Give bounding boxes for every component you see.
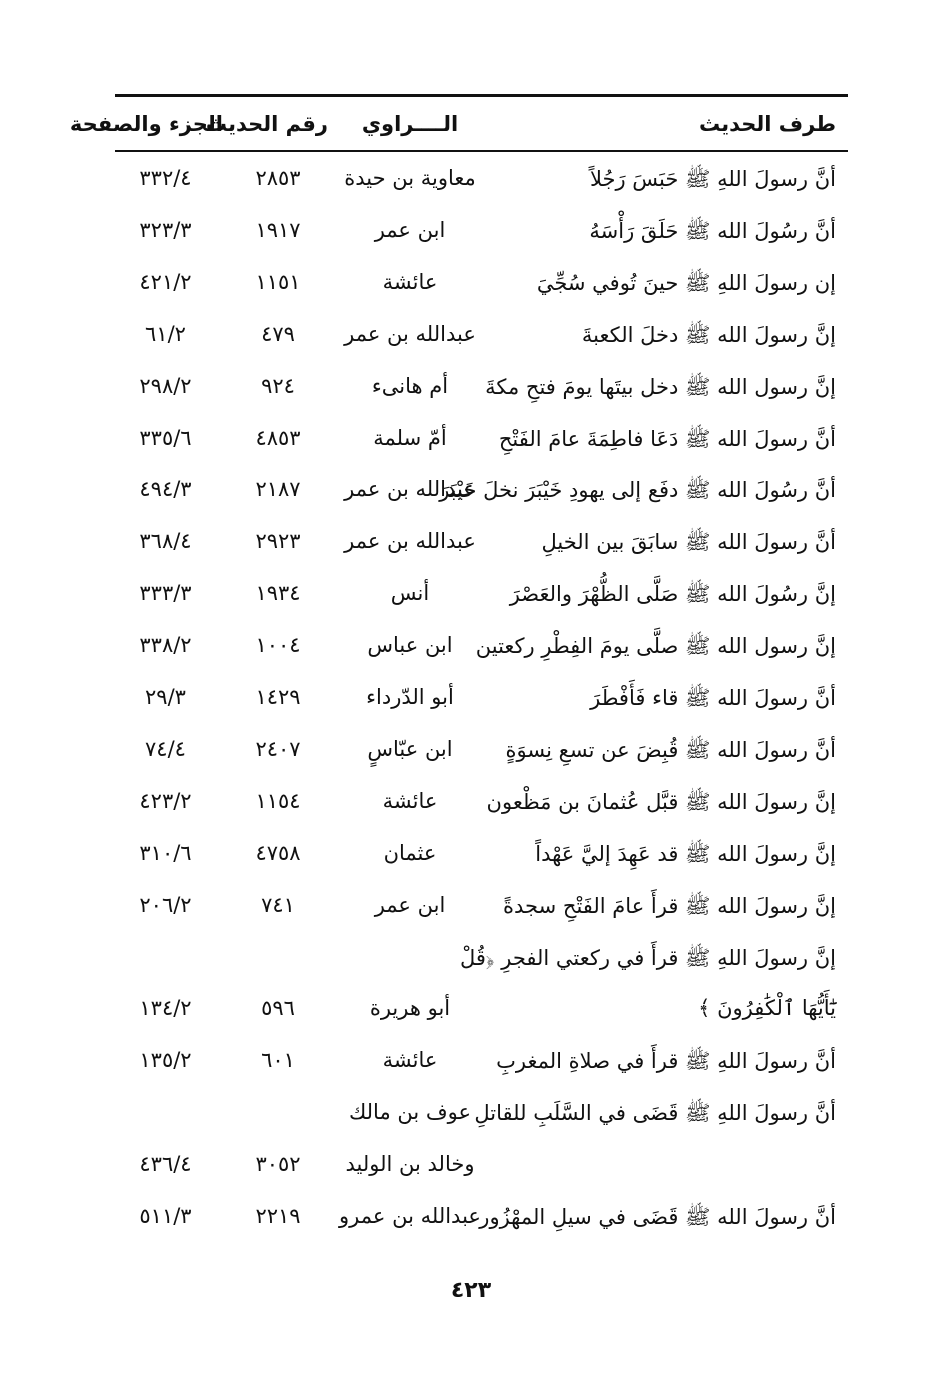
table-row	[0, 1096, 942, 1148]
number-cell: ٦٠١	[261, 1048, 295, 1073]
number-cell: ١٩١٧	[255, 217, 301, 242]
hadith-cell: إنَّ رسولَ الله ﷺ قرأَ عامَ الفَتْحِ سجدةً	[503, 893, 836, 918]
page-cell: ٢٩/٣	[145, 685, 186, 709]
table-row	[0, 162, 942, 214]
page-cell: ٣٣٢/٤	[139, 166, 192, 190]
rawi-cell: عبدالله بن عمرو	[339, 1204, 481, 1228]
rawi-cell: عائشة	[382, 1048, 438, 1073]
hadith-cell: إنَّ رسُولَ الله ﷺ صَلَّى الظُّهْرَ والعَصْرَ	[509, 582, 836, 607]
rawi-cell: عائشة	[382, 788, 438, 813]
table-row	[0, 629, 942, 681]
table-row	[0, 733, 942, 785]
page-cell: ٣٣٨/٢	[139, 633, 192, 658]
number-cell: ١١٥٤	[255, 788, 301, 813]
hadith-cell: إنَّ رسول الله ﷺ صلَّى يومَ الفِطْرِ ركعتين	[475, 634, 836, 659]
table-row	[0, 837, 942, 889]
number-cell: ٣٠٥٢	[255, 1152, 301, 1177]
number-cell: ٢٩٢٣	[255, 529, 301, 554]
number-cell: ١٠٠٤	[255, 633, 301, 658]
table-row	[0, 525, 942, 577]
header-number: رقم الحديث	[205, 112, 328, 136]
hadith-cell: أنَّ رسُولَ الله ﷺ دفَع إلى يهودِ خَيْبَرَ نخلَ خَيْبَرَ	[439, 478, 836, 503]
header-rule	[115, 150, 848, 152]
number-cell: ٢١٨٧	[255, 477, 301, 502]
number-cell: ٩٢٤	[261, 373, 295, 398]
table-row	[0, 422, 942, 474]
number-cell: ٢٨٥٣	[255, 166, 301, 190]
number-cell: ١٩٣٤	[255, 581, 301, 606]
table-row	[0, 214, 942, 266]
rawi-cell: عائشة	[382, 269, 438, 294]
number-cell: ١١٥١	[255, 269, 301, 294]
hadith-cell: أنَّ رسولَ الله ﷺ قاء فَأَفْطَرَ	[590, 686, 836, 710]
hadith-cell: أنَّ رسولَ اللهِ ﷺ قَضَى في السَّلَبِ للقاتلِ	[474, 1101, 836, 1126]
page-cell: ١٣٤/٢	[139, 996, 192, 1021]
rawi-cell: عبدالله بن عمر	[344, 477, 476, 502]
page-cell: ٦١/٢	[145, 321, 186, 346]
rawi-cell: عوف بن مالك	[348, 1100, 472, 1125]
rawi-cell: عثمان	[383, 840, 437, 865]
hadith-cell: أنَّ رسولَ اللهِ ﷺ حَبَسَ رَجُلاً	[589, 167, 836, 191]
table-row	[0, 1148, 942, 1200]
hadith-cell: أنَّ رسولَ الله ﷺ قَضَى في سيلِ المهْزُور	[479, 1205, 836, 1229]
hadith-cell: أنَّ رسولَ الله ﷺ سابَقَ بين الخيلِ	[541, 530, 836, 555]
rawi-cell: أم هانىء	[371, 373, 449, 398]
hadith-cell: أنَّ رسُولَ الله ﷺ حَلَقَ رَأْسَهُ	[589, 218, 836, 243]
page-cell: ٣٦٨/٤	[139, 529, 192, 554]
table-header	[0, 100, 942, 148]
page-number: ٤٢٣	[450, 1278, 492, 1303]
hadith-cell: إنَّ رسولَ الله ﷺ قبَّل عُثمانَ بن مَظْعون	[486, 789, 836, 814]
page-cell: ٥١١/٣	[139, 1204, 192, 1228]
hadith-cell: أنَّ رسولَ الله ﷺ قُبِضَ عن تسعِ نِسوَةٍ	[505, 737, 836, 762]
table-row	[0, 889, 942, 941]
hadith-cell: إنَّ رسول الله ﷺ دخل بيتَها يومَ فتحِ مكةَ	[485, 374, 836, 399]
table-row	[0, 785, 942, 837]
number-cell: ٤٨٥٣	[255, 425, 301, 450]
table-row	[0, 266, 942, 318]
table-row	[0, 1044, 942, 1096]
hadith-cell: إنَّ رسولَ الله ﷺ قد عَهِدَ إليَّ عَهْداً	[535, 841, 836, 866]
table-row	[0, 370, 942, 422]
page-cell: ٤٢٣/٢	[139, 788, 192, 813]
rawi-cell: أمّ سلمة	[373, 425, 447, 450]
number-cell: ٥٩٦	[261, 996, 295, 1021]
header-rawi: الــــراوي	[361, 112, 459, 136]
rawi-cell: ابن عباس	[367, 633, 453, 658]
page-cell: ٤٣٦/٤	[139, 1152, 192, 1177]
table-row	[0, 1200, 942, 1252]
hadith-cell: أنَّ رسولَ الله ﷺ دَعَا فاطِمَةَ عامَ الفَتْحِ	[498, 426, 836, 451]
rawi-cell: عبدالله بن عمر	[344, 529, 476, 554]
table-row	[0, 681, 942, 733]
hadith-cell: يَٰٓأَيُّهَا ٱلْكَٰفِرُونَ ﴾	[698, 996, 836, 1021]
number-cell: ١٤٢٩	[255, 685, 301, 709]
rawi-cell: أنس	[390, 581, 430, 606]
rawi-cell: ابن عبّاسٍ	[367, 736, 453, 761]
page-cell: ٣٣٥/٦	[139, 425, 192, 450]
rawi-cell: أبو الدّرداء	[366, 685, 454, 709]
table-row	[0, 577, 942, 629]
page-cell: ١٣٥/٢	[139, 1048, 192, 1073]
page-cell: ٣١٠/٦	[139, 840, 192, 865]
number-cell: ٧٤١	[261, 892, 295, 917]
page-cell: ٣٢٣/٣	[139, 217, 192, 242]
table-row	[0, 318, 942, 370]
rawi-cell: عبدالله بن عمر	[344, 321, 476, 346]
hadith-cell: إنَّ رسولَ الله ﷺ دخلَ الكعبةَ	[581, 322, 836, 347]
page-cell: ٤٢١/٢	[139, 269, 192, 294]
page-cell: ٧٤/٤	[145, 736, 186, 761]
rawi-cell: وخالد بن الوليد	[345, 1152, 475, 1177]
number-cell: ٢٤٠٧	[255, 736, 301, 761]
rawi-cell: ابن عمر	[374, 217, 446, 242]
rawi-cell: أبو هريرة	[369, 996, 451, 1021]
page-cell: ٤٩٤/٣	[139, 477, 192, 502]
hadith-cell: أنَّ رسولَ اللهِ ﷺ قرأَ في صلاةِ المغربِ	[496, 1049, 836, 1074]
hadith-cell: إنَّ رسولَ اللهِ ﷺ قرأَ في ركعتي الفجرِ ﴿قُلْ	[459, 945, 836, 970]
table-row	[0, 473, 942, 525]
header-hadith: طرف الحديث	[698, 112, 836, 136]
table-row	[0, 992, 942, 1044]
number-cell: ٤٧٩	[261, 321, 295, 346]
rawi-cell: معاوية بن حيدة	[344, 166, 476, 190]
hadith-cell: إن رسولَ اللهِ ﷺ حينَ تُوفي سُجِّيَ	[536, 270, 836, 295]
rawi-cell: ابن عمر	[374, 892, 446, 917]
number-cell: ٢٢١٩	[255, 1204, 301, 1228]
page-cell: ٢٩٨/٢	[139, 373, 192, 398]
header-page: الجزء والصفحة	[69, 112, 223, 136]
page-cell: ٣٣٣/٣	[139, 581, 192, 606]
number-cell: ٤٧٥٨	[255, 840, 301, 865]
top-rule	[115, 94, 848, 97]
page-cell: ٢٠٦/٢	[139, 892, 192, 917]
table-row	[0, 941, 942, 993]
